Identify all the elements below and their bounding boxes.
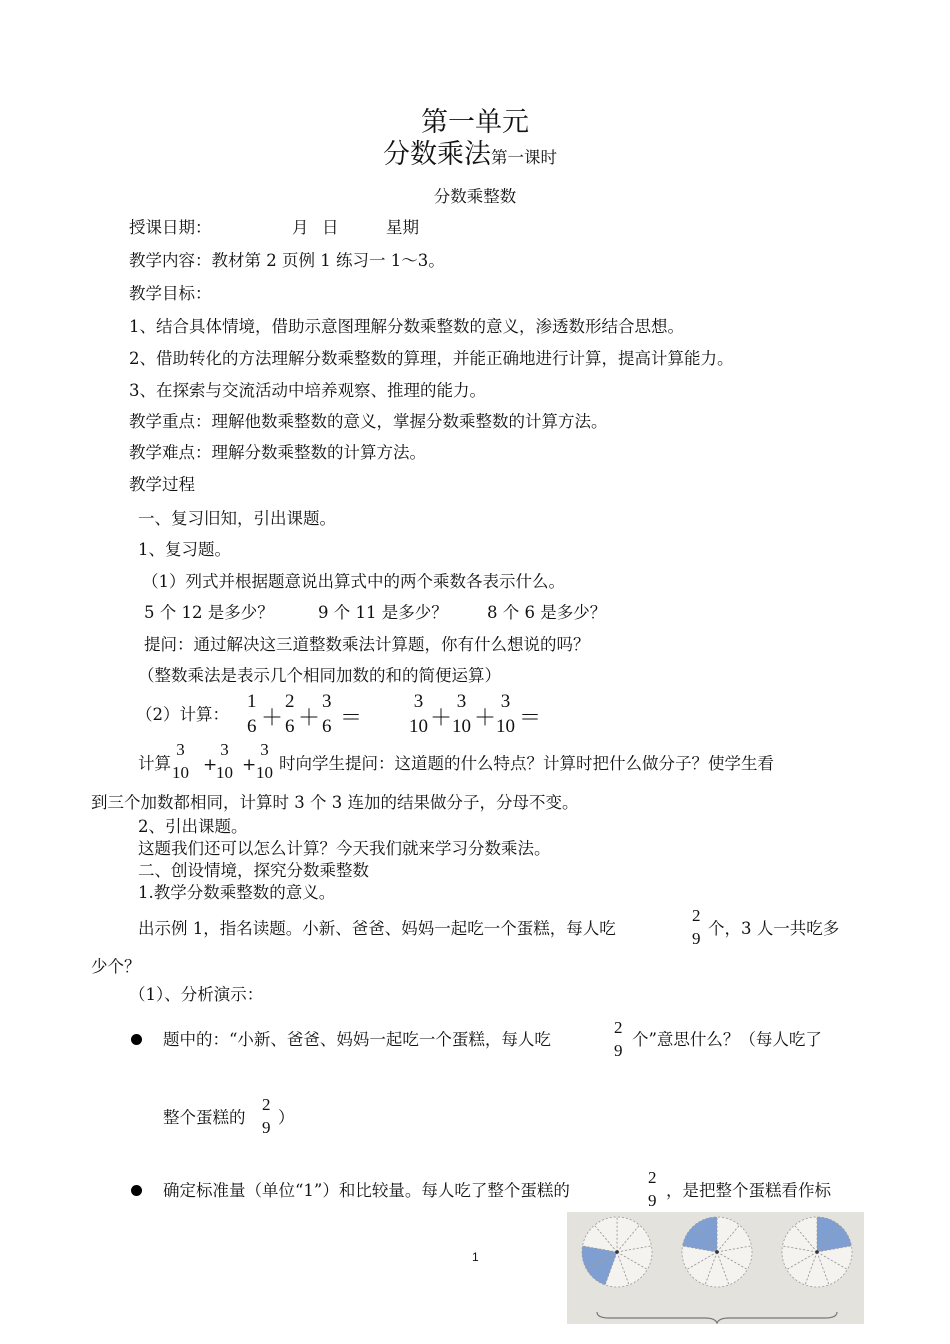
bullet-icon — [131, 1185, 142, 1196]
example-text-line2: 少个？ — [91, 957, 141, 976]
numerator: 2 — [648, 1168, 657, 1187]
section1-title: 一、复习旧知，引出课题。 — [138, 509, 336, 528]
denominator: 10 — [172, 763, 189, 782]
bullet1-text-line2: 整个蛋糕的 — [163, 1108, 246, 1127]
process-label: 教学过程 — [129, 475, 195, 494]
date-month: 月 — [292, 218, 309, 237]
equals-sign: ＝ — [340, 705, 363, 730]
denominator: 10 — [409, 716, 428, 737]
fraction-1-6 — [247, 692, 257, 736]
goal-item: 3、在探索与交流活动中培养观察、推理的能力。 — [129, 381, 486, 400]
section1-sub2: 2、引出课题。 — [138, 817, 248, 836]
fraction-2-9 — [692, 907, 701, 947]
fraction-3-6 — [322, 692, 332, 736]
bullet-icon — [131, 1034, 142, 1045]
goal-item: 1、结合具体情境，借助示意图理解分数乘整数的意义，渗透数形结合思想。 — [129, 317, 684, 336]
plus-sign: ＋ — [474, 705, 497, 730]
numerator: 3 — [260, 740, 269, 759]
teaching-content: 教学内容：教材第 2 页例 1 练习一 1～3。 — [129, 251, 445, 270]
section2-sub1: 1.教学分数乘整数的意义。 — [138, 883, 336, 902]
cake-center — [815, 1250, 819, 1254]
denominator: 10 — [496, 716, 515, 737]
numerator: 2 — [614, 1018, 623, 1037]
plus-sign: ＋ — [298, 705, 321, 730]
cake-center — [715, 1250, 719, 1254]
date-day: 日 — [322, 218, 339, 237]
plus-sign: + — [203, 755, 218, 775]
page-number: 1 — [472, 1250, 479, 1264]
fraction-2-9 — [614, 1019, 623, 1059]
numerator: 3 — [413, 691, 424, 712]
numerator: 3 — [456, 691, 467, 712]
fraction-3-10-small — [216, 741, 233, 781]
answer-text: （整数乘法是表示几个相同加数的和的简便运算） — [138, 666, 501, 685]
question1-c: 8 个 6 是多少？ — [487, 603, 607, 622]
lesson-title: 分数乘整数 — [433, 187, 517, 206]
question1: （1）列式并根据题意说出算式中的两个乘数各表示什么。 — [142, 572, 565, 591]
date-week: 星期 — [386, 218, 419, 237]
numerator: 2 — [262, 1095, 271, 1114]
denominator: 9 — [692, 929, 701, 948]
question2-label: （2）计算： — [136, 705, 229, 724]
cake-illustration — [567, 1212, 864, 1324]
key-point: 教学重点：理解他数乘整数的意义，掌握分数乘整数的计算方法。 — [129, 412, 608, 431]
numerator: 2 — [285, 691, 295, 712]
calc-prefix: 计算 — [138, 754, 171, 773]
cake-diagram — [567, 1212, 864, 1324]
section1-sub1: 1、复习题。 — [138, 540, 231, 559]
calc-line2: 到三个加数都相同，计算时 3 个 3 连加的结果做分子，分母不变。 — [91, 793, 579, 812]
chapter-title-line — [383, 138, 557, 172]
bullet1-close-paren: ） — [278, 1108, 295, 1127]
difficult-point: 教学难点：理解分数乘整数的计算方法。 — [129, 443, 426, 462]
question1-b: 9 个 11 是多少？ — [318, 603, 448, 622]
fraction-3-10 — [496, 692, 515, 736]
calc-suffix: 时向学生提问：这道题的什么特点？计算时把什么做分子？使学生看 — [279, 754, 774, 773]
denominator: 9 — [648, 1191, 657, 1210]
denominator: 10 — [452, 716, 471, 737]
numerator: 3 — [500, 691, 511, 712]
fraction-3-10 — [409, 692, 428, 736]
bullet1-text: 题中的：“小新、爸爸、妈妈一起吃一个蛋糕，每人吃 — [163, 1030, 551, 1049]
numerator: 3 — [176, 740, 185, 759]
date-label: 授课日期： — [129, 218, 212, 237]
fraction-3-10 — [452, 692, 471, 736]
goal-item: 2、借助转化的方法理解分数乘整数的算理，并能正确地进行计算，提高计算能力。 — [129, 349, 734, 368]
lesson-number: 第一课时 — [491, 148, 557, 167]
denominator: 6 — [247, 716, 257, 737]
fraction-2-9 — [648, 1169, 657, 1209]
example-text-tail: 个，3 人一共吃多 — [708, 919, 840, 938]
denominator: 9 — [262, 1118, 271, 1137]
section1-sub2-text: 这题我们还可以怎么计算？今天我们就来学习分数乘法。 — [138, 839, 551, 858]
brace-icon — [597, 1312, 837, 1323]
denominator: 6 — [285, 716, 295, 737]
fraction-3-10-small — [256, 741, 273, 781]
denominator: 10 — [216, 763, 233, 782]
ask-text: 提问：通过解决这三道整数乘法计算题，你有什么想说的吗？ — [144, 635, 590, 654]
section2-title: 二、创设情境，探究分数乘整数 — [138, 861, 369, 880]
equals-sign: ＝ — [519, 705, 542, 730]
question1-a: 5 个 12 是多少？ — [144, 603, 274, 622]
unit-title: 第一单元 — [421, 107, 529, 138]
fraction-3-10-small — [172, 741, 189, 781]
numerator: 2 — [692, 906, 701, 925]
fraction-2-6 — [285, 692, 295, 736]
denominator: 9 — [614, 1041, 623, 1060]
bullet2-text: 确定标准量（单位“1”）和比较量。每人吃了整个蛋糕的 — [163, 1181, 570, 1200]
fraction-2-9 — [262, 1096, 271, 1136]
cake-center — [615, 1250, 619, 1254]
denominator: 6 — [322, 716, 332, 737]
numerator: 3 — [220, 740, 229, 759]
numerator: 3 — [322, 691, 332, 712]
chapter-title: 分数乘法 — [383, 139, 491, 170]
bullet2-text-tail: ，是把整个蛋糕看作标 — [666, 1181, 831, 1200]
analysis-label: （1）、分析演示： — [129, 985, 264, 1004]
goals-label: 教学目标： — [129, 284, 212, 303]
denominator: 10 — [256, 763, 273, 782]
plus-sign: ＋ — [261, 705, 284, 730]
plus-sign: ＋ — [430, 705, 453, 730]
bullet1-text-tail: 个”意思什么？（每人吃了 — [632, 1030, 822, 1049]
numerator: 1 — [247, 691, 257, 712]
plus-sign: + — [242, 755, 257, 775]
example-text: 出示例 1，指名读题。小新、爸爸、妈妈一起吃一个蛋糕，每人吃 — [138, 919, 616, 938]
